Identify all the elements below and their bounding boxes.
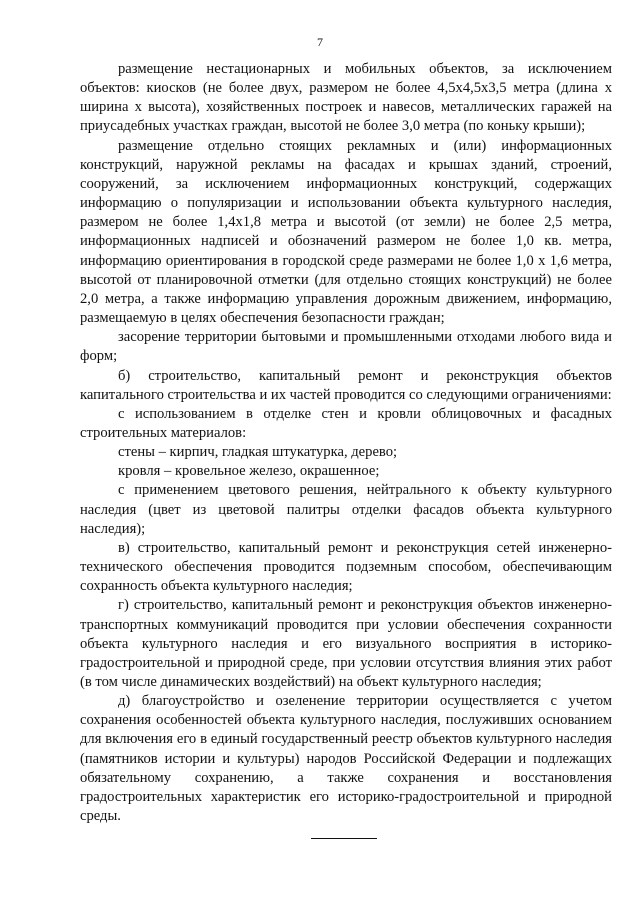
paragraph-roofing: кровля – кровельное железо, окрашенное; [118,463,380,480]
paragraph-nonstationary-objects: размещение нестационарных и мобильных объектов, за исключением объектов: киосков (не более двух, размером не более 4,5х4,5х3,5 метра (длина х ширина х высота), хозяйственных построек и навесов, металлических гаражей на приусадебных участках граждан, высотой не более 3,0 метра (по коньку крыши); [80,61,612,135]
paragraph-color-solution: с применением цветового решения, нейтрального к объекту культурного наследия (цвет из цветовой палитры отделки фасадов объекта культурного наследия); [80,482,612,537]
paragraph-finishing-materials: с использованием в отделке стен и кровли облицовочных и фасадных строительных материалов: [80,405,612,441]
paragraph-walls: стены – кирпич, гладкая штукатурка, дерево; [118,444,398,461]
paragraph-item-d-landscaping: д) благоустройство и озеленение территории осуществляется с учетом сохранения особенностей объекта культурного наследия, послуживших основанием для включения его в единый государственный реестр объектов культурного наследия (памятников истории и культуры) народов Российской Федерации и подлежащих обязательному сохранению, а также сохранения и восстановления градостроительных характеристик его историко-градостроительной и природной среды. [80,693,612,825]
paragraph-item-g-transport-communications: г) строительство, капитальный ремонт и реконструкция объектов инженерно-транспортных коммуникаций проводится при условии обеспечения сохранности объекта культурного наследия и его визуального восприятия в историко-градостроительной и природной среде, при условии отсутствия влияния этих работ (в том числе динамических воздействий) на объект культурного наследия; [80,597,612,690]
paragraph-waste-littering: засорение территории бытовыми и промышленными отходами любого вида и форм; [80,329,612,365]
page-number: 7 [317,35,323,49]
document-body [80,60,612,826]
paragraph-item-b-construction: б) строительство, капитальный ремонт и реконструкция объектов капитального строительства и их частей проводится со следующими ограничениями: [80,367,612,403]
end-of-text-rule [311,838,377,839]
paragraph-item-v-engineering-networks: в) строительство, капитальный ремонт и реконструкция сетей инженерно-технического обеспечения проводится подземным способом, обеспечивающим сохранность объекта культурного наследия; [80,539,612,595]
paragraph-advertising-structures: размещение отдельно стоящих рекламных и (или) информационных конструкций, наружной рекламы на фасадах и крышах зданий, строений, сооружений, за исключением информационных конструкций, содержащих информацию о популяризации и использовании объекта культурного наследия, размером не более 1,4х1,8 метра и высотой (от земли) не более 2,5 метра, информационных надписей и обозначений размером не более 1,0 кв. метра, информацию ориентирования в городской среде размерами не более 1,0 х 1,6 метра, высотой от планировочной отметки (для отдельно стоящих конструкций) не более 2,0 метра, а также информацию управления дорожным движением, информацию, размещаемую в целях обеспечения безопасности граждан; [80,137,612,327]
